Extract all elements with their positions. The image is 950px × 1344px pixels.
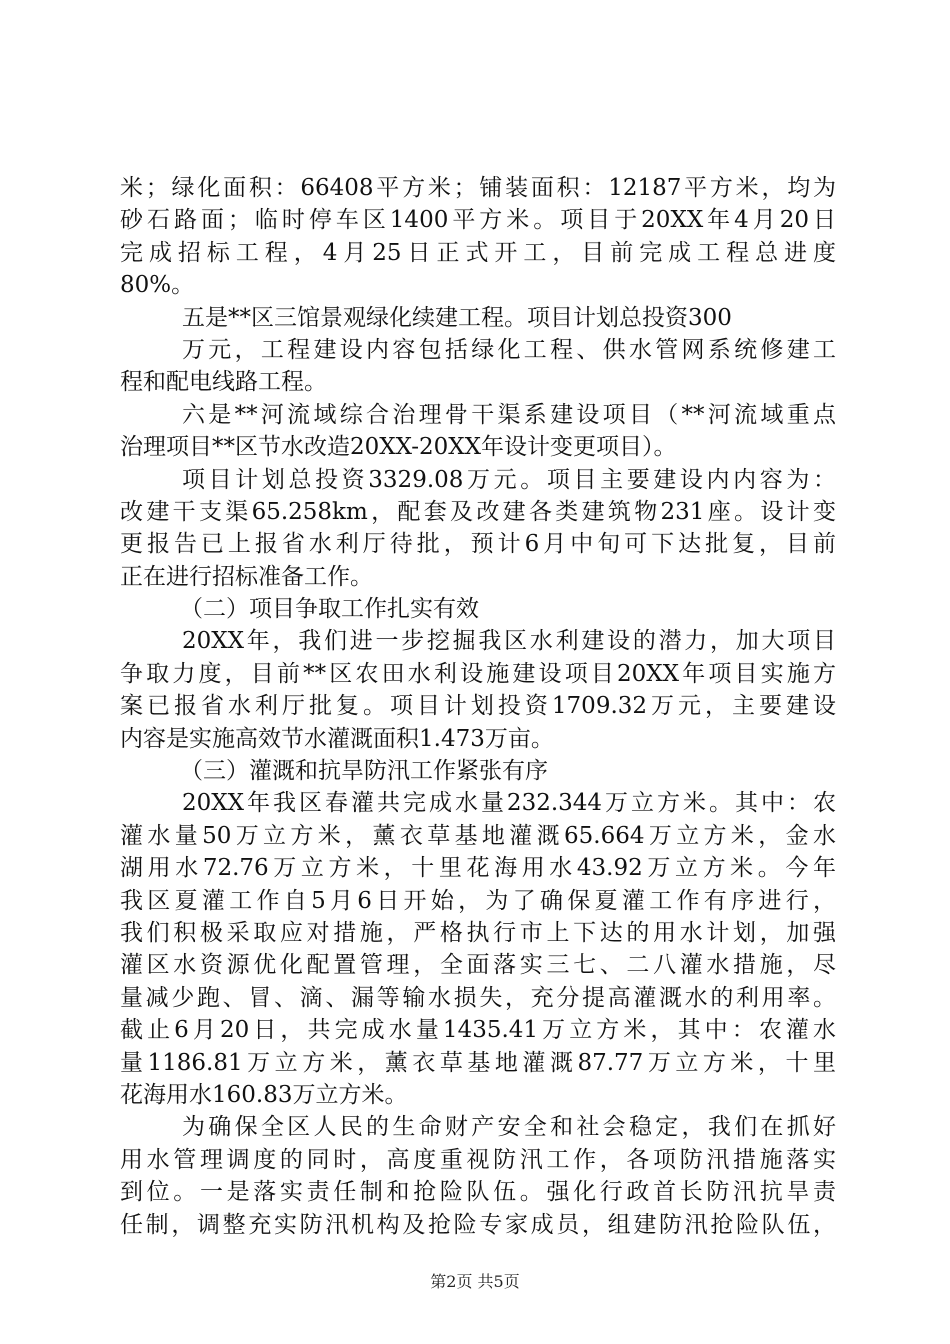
text-line: 花海用水160.83万立方米。 [120,1081,408,1108]
text-line: 80%。 [120,272,195,299]
text-line: 争取力度，目前**区农田水利设施建设项目20XX年项目实施方 [120,660,836,687]
document-body [120,172,836,1241]
section-heading: （二）项目争取工作扎实有效 [180,596,479,623]
section-heading: （三）灌溉和抗旱防汛工作紧张有序 [180,758,548,785]
text-line: 我们积极采取应对措施，严格执行市上下达的用水计划，加强 [120,919,836,946]
text-line: 完成招标工程，4月25日正式开工，目前完成工程总进度 [120,239,836,266]
text-line: 灌水量50万立方米，薰衣草基地灌溉65.664万立方米，金水 [120,822,836,849]
paragraph-start-line: 六是**河流域综合治理骨干渠系建设项目（**河流域重点 [182,401,836,428]
paragraph-start-line: 20XX年，我们进一步挖掘我区水利建设的潜力，加大项目 [182,628,836,655]
text-line: 改建干支渠65.258km，配套及改建各类建筑物231座。设计变 [120,498,836,525]
paragraph-start-line: 为确保全区人民的生命财产安全和社会稳定，我们在抓好 [182,1114,836,1141]
text-line: 米；绿化面积：66408平方米；铺装面积：12187平方米，均为 [120,175,836,201]
text-line: 内容是实施高效节水灌溉面积1.473万亩。 [120,725,554,752]
text-line: 湖用水72.76万立方米，十里花海用水43.92万立方米。今年 [120,855,836,882]
text-line: 到位。一是落实责任制和抢险队伍。强化行政首长防汛抗旱责 [120,1179,836,1206]
paragraph-start-line: 五是**区三馆景观绿化续建工程。项目计划总投资300 [182,304,732,331]
text-line: 灌区水资源优化配置管理，全面落实三七、二八灌水措施，尽 [120,952,836,979]
text-line: 程和配电线路工程。 [120,369,327,396]
text-line: 更报告已上报省水利厅待批，预计6月中旬可下达批复，目前 [120,531,836,558]
text-line: 我区夏灌工作自5月6日开始，为了确保夏灌工作有序进行， [120,887,836,914]
paragraph-start-line: 20XX年我区春灌共完成水量232.344万立方米。其中：农 [182,790,836,817]
text-line: 治理项目**区节水改造20XX-20XX年设计变更项目）。 [120,434,677,461]
text-line: 砂石路面；临时停车区1400平方米。项目于20XX年4月20日 [120,207,836,234]
paragraph-start-line: 项目计划总投资3329.08万元。项目主要建设内内容为： [182,466,836,493]
text-line: 正在进行招标准备工作。 [120,563,373,590]
text-line: 万元，工程建设内容包括绿化工程、供水管网系统修建工 [182,336,836,363]
text-line: 任制，调整充实防汛机构及抢险专家成员，组建防汛抢险队伍， [120,1211,836,1238]
text-line: 量减少跑、冒、滴、漏等输水损失，充分提高灌溉水的利用率。 [120,984,836,1011]
text-line: 截止6月20日，共完成水量1435.41万立方米，其中：农灌水 [120,1017,836,1044]
text-line: 量1186.81万立方米，薰衣草基地灌溉87.77万立方米，十里 [120,1049,836,1076]
text-line: 案已报省水利厅批复。项目计划投资1709.32万元，主要建设 [120,693,836,720]
text-line: 用水管理调度的同时，高度重视防汛工作，各项防汛措施落实 [120,1146,836,1173]
page-number-footer: 第2页 共5页 [430,1272,520,1291]
